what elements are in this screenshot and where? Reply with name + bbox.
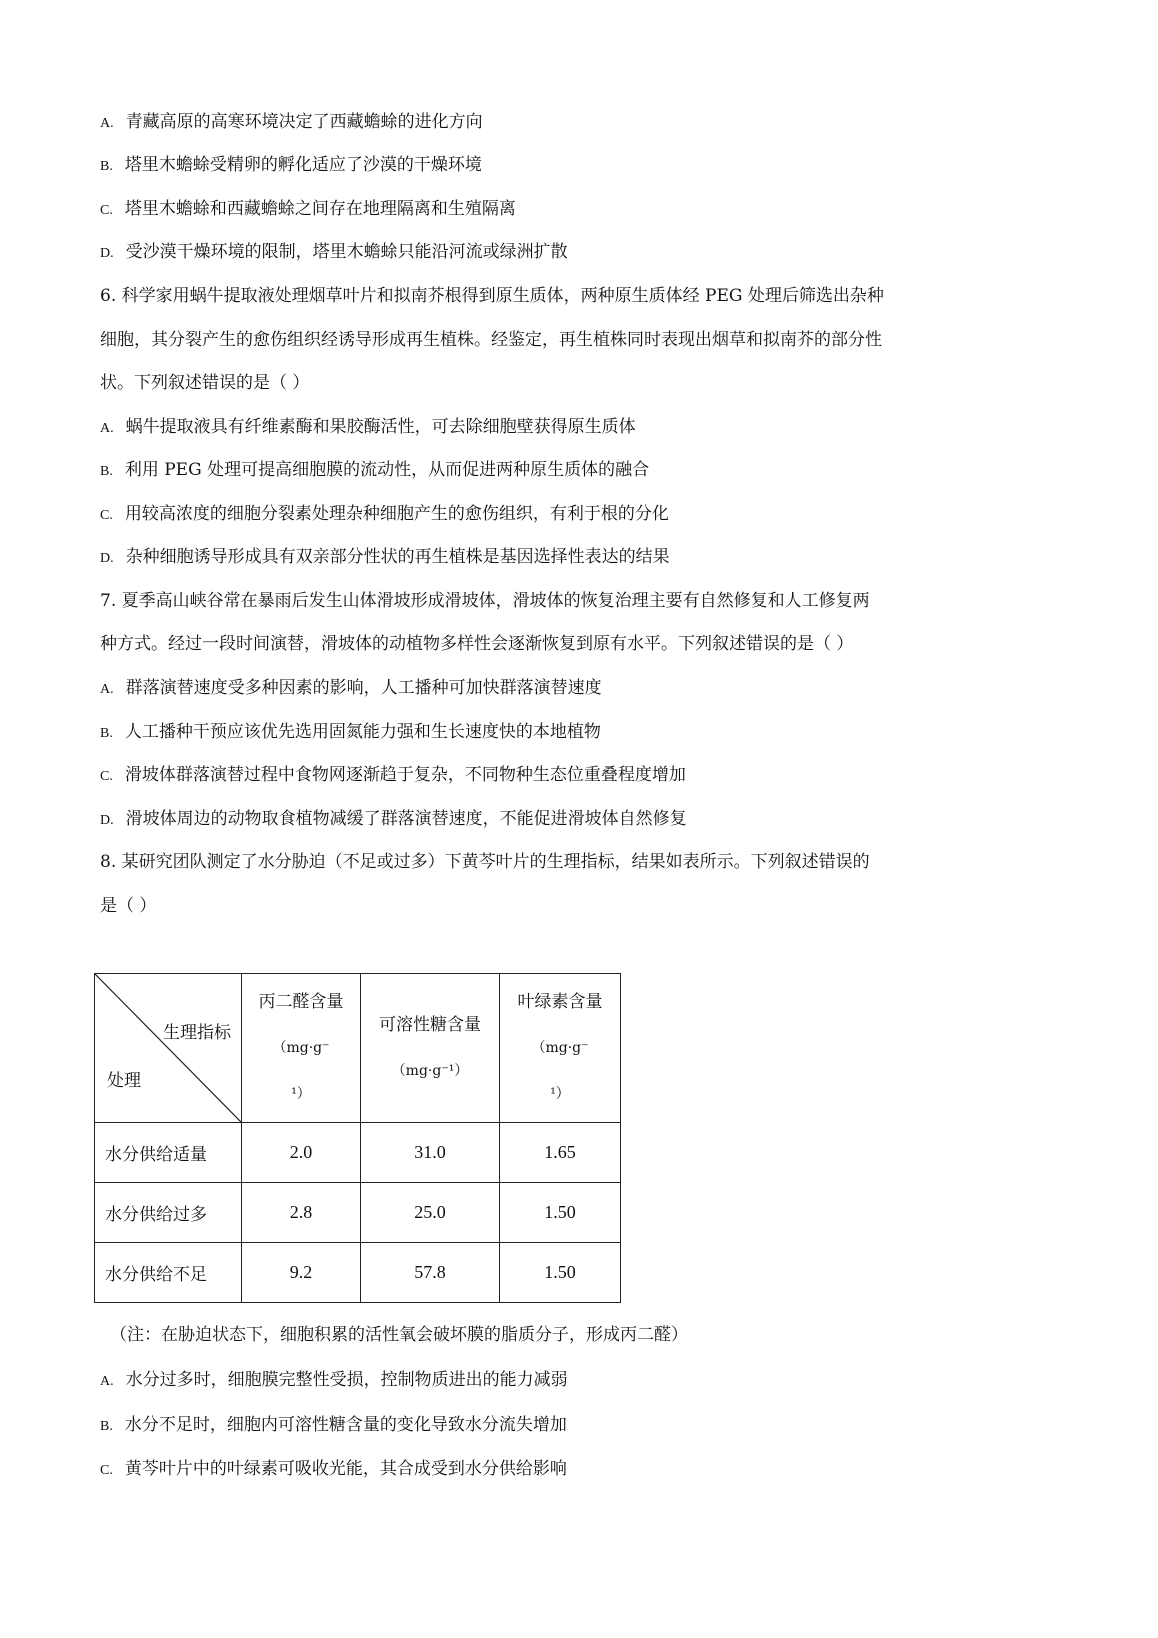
question-6-stem: 6. 科学家用蜗牛提取液处理烟草叶片和拟南芥根得到原生质体，两种原生质体经 PEG 处理后筛选出杂种: [100, 286, 884, 306]
table-header-cell: [500, 974, 621, 1123]
row-label: 水分供给适量: [95, 1123, 242, 1183]
option-text: 滑坡体群落演替过程中食物网逐渐趋于复杂，不同物种生态位重叠程度增加: [124, 765, 686, 785]
option-label: A.: [100, 682, 114, 697]
option-text: 塔里木蟾蜍和西藏蟾蜍之间存在地理隔离和生殖隔离: [124, 199, 516, 219]
column-unit: ¹）: [291, 1086, 311, 1102]
option-text: 水分过多时，细胞膜完整性受损，控制物质进出的能力减弱: [125, 1370, 568, 1390]
table-header-row: [95, 974, 621, 1123]
column-unit: （mg·g⁻: [272, 1040, 330, 1056]
question-6-stem: 细胞，其分裂产生的愈伤组织经诱导形成再生植株。经鉴定，再生植株同时表现出烟草和拟南芥的部分性: [100, 330, 882, 350]
table-cell: 2.8: [242, 1183, 361, 1243]
option-label: D.: [100, 246, 114, 261]
option-b: [100, 720, 601, 746]
corner-top-label: 生理指标: [163, 1023, 231, 1043]
option-text: 水分不足时，细胞内可溶性糖含量的变化导致水分流失增加: [124, 1415, 567, 1435]
option-text: 受沙漠干燥环境的限制，塔里木蟾蜍只能沿河流或绿洲扩散: [125, 242, 568, 262]
option-text: 滑坡体周边的动物取食植物减缓了群落演替速度，不能促进滑坡体自然修复: [125, 809, 687, 829]
table-cell: 1.50: [500, 1183, 621, 1243]
option-text: 蜗牛提取液具有纤维素酶和果胶酶活性，可去除细胞壁获得原生质体: [125, 417, 636, 437]
question-8-stem: 是（ ）: [100, 896, 157, 916]
option-b: [100, 458, 649, 484]
table-cell: 1.65: [500, 1123, 621, 1183]
column-name: 丙二醛含量: [258, 992, 344, 1012]
option-label: C.: [100, 1463, 113, 1478]
table-cell: 31.0: [361, 1123, 500, 1183]
table-cell: 1.50: [500, 1243, 621, 1303]
option-label: B.: [100, 464, 113, 479]
option-label: D.: [100, 551, 114, 566]
table-cell: 25.0: [361, 1183, 500, 1243]
option-d: [100, 807, 687, 833]
option-a: [100, 1368, 568, 1394]
table-row: [95, 1123, 621, 1183]
option-text: 塔里木蟾蜍受精卵的孵化适应了沙漠的干燥环境: [124, 155, 482, 175]
table-corner-cell: [95, 974, 242, 1123]
option-a: [100, 676, 602, 702]
column-name: 叶绿素含量: [517, 992, 603, 1012]
option-text: 杂种细胞诱导形成具有双亲部分性状的再生植株是基因选择性表达的结果: [125, 547, 670, 567]
option-label: D.: [100, 813, 114, 828]
table-row: [95, 1183, 621, 1243]
option-text: 黄芩叶片中的叶绿素可吸收光能，其合成受到水分供给影响: [124, 1459, 567, 1479]
option-label: A.: [100, 421, 114, 436]
option-d: [100, 240, 568, 266]
option-label: B.: [100, 1419, 113, 1434]
option-c: [100, 1457, 567, 1483]
column-unit: （mg·g⁻: [531, 1040, 589, 1056]
option-a: [100, 415, 636, 441]
option-b: [100, 1413, 567, 1439]
row-label: 水分供给不足: [95, 1243, 242, 1303]
option-c: [100, 763, 686, 789]
option-text: 群落演替速度受多种因素的影响，人工播种可加快群落演替速度: [125, 678, 602, 698]
question-8-stem: 8. 某研究团队测定了水分胁迫（不足或过多）下黄芩叶片的生理指标，结果如表所示。下列叙述错误的: [100, 852, 870, 872]
column-name: 可溶性糖含量: [379, 1015, 481, 1035]
table-cell: 2.0: [242, 1123, 361, 1183]
option-a: [100, 110, 483, 136]
column-unit: （mg·g⁻¹）: [391, 1063, 469, 1079]
option-label: B.: [100, 726, 113, 741]
table-header-cell: [361, 974, 500, 1123]
option-text: 人工播种干预应该优先选用固氮能力强和生长速度快的本地植物: [124, 722, 601, 742]
option-c: [100, 197, 516, 223]
column-unit: ¹）: [550, 1086, 570, 1102]
question-7-stem: 种方式。经过一段时间演替，滑坡体的动植物多样性会逐渐恢复到原有水平。下列叙述错误的是（ ）: [100, 634, 854, 654]
option-d: [100, 545, 670, 571]
option-label: C.: [100, 769, 113, 784]
row-label: 水分供给过多: [95, 1183, 242, 1243]
diagonal-line: [95, 974, 241, 1122]
table-row: [95, 1243, 621, 1303]
table-cell: 57.8: [361, 1243, 500, 1303]
option-label: C.: [100, 508, 113, 523]
option-text: 用较高浓度的细胞分裂素处理杂种细胞产生的愈伤组织，有利于根的分化: [124, 504, 669, 524]
corner-bottom-label: 处理: [107, 1071, 141, 1091]
data-table: [94, 973, 621, 1303]
option-b: [100, 153, 482, 179]
question-6-stem: 状。下列叙述错误的是（ ）: [100, 373, 310, 393]
option-text: 青藏高原的高寒环境决定了西藏蟾蜍的进化方向: [125, 112, 483, 132]
question-7-stem: 7. 夏季高山峡谷常在暴雨后发生山体滑坡形成滑坡体，滑坡体的恢复治理主要有自然修复和人工修复两: [100, 591, 870, 611]
table-note: （注：在胁迫状态下，细胞积累的活性氧会破坏膜的脂质分子，形成丙二醛）: [110, 1325, 688, 1345]
option-label: A.: [100, 116, 114, 131]
table-header-cell: [242, 974, 361, 1123]
option-label: B.: [100, 159, 113, 174]
table-cell: 9.2: [242, 1243, 361, 1303]
option-label: A.: [100, 1374, 114, 1389]
option-label: C.: [100, 203, 113, 218]
option-text: 利用 PEG 处理可提高细胞膜的流动性，从而促进两种原生质体的融合: [124, 460, 650, 480]
option-c: [100, 502, 669, 528]
